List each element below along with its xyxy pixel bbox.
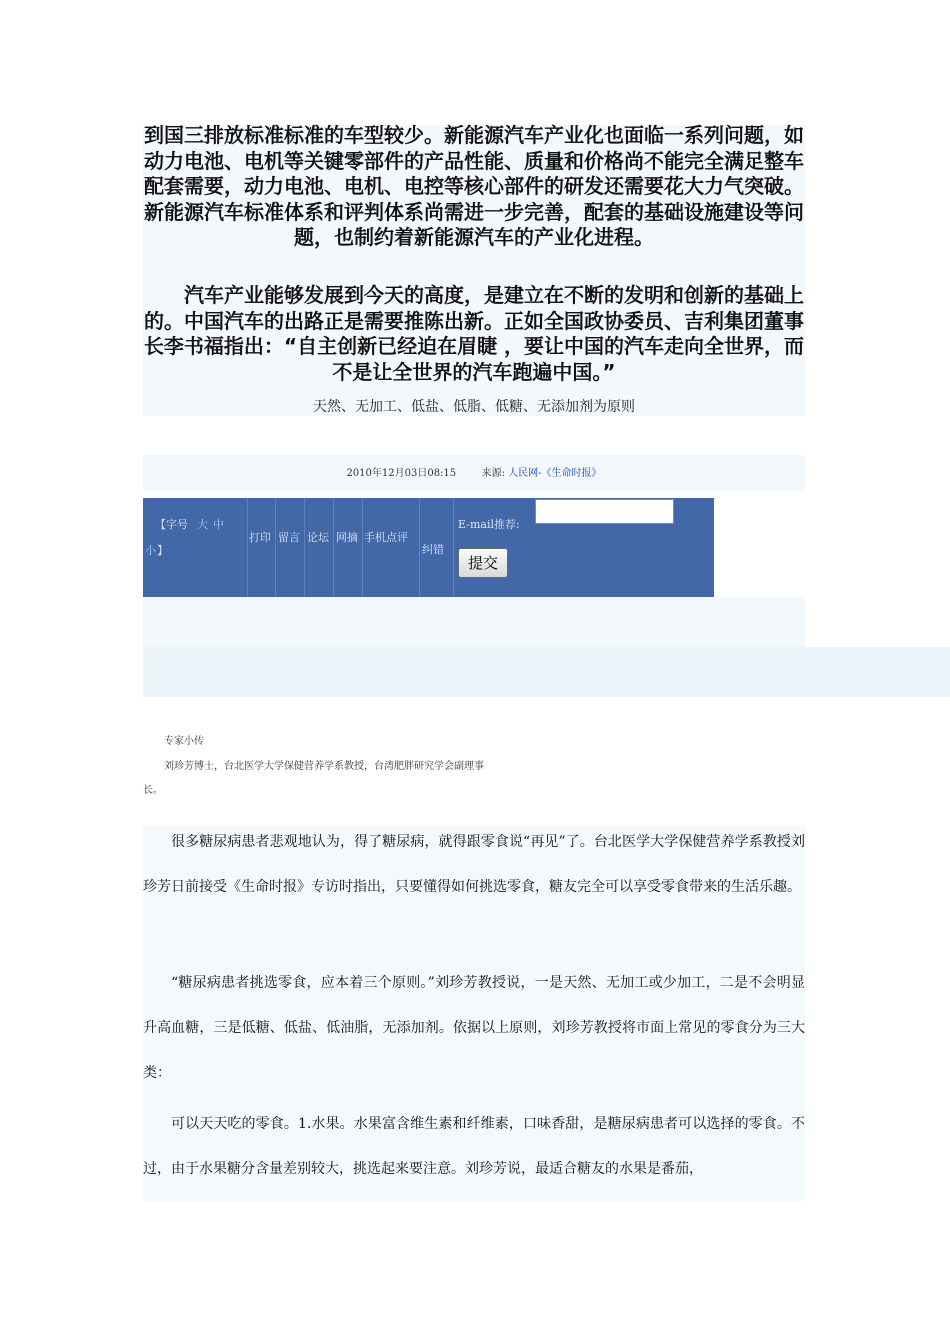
font-size-medium-link[interactable]: 中 (213, 518, 224, 531)
article-paragraph-2: 汽车产业能够发展到今天的高度，是建立在不断的发明和创新的基础上的。中国汽车的出路正是需要推陈出新。正如全国政协委员、吉利集团董事长李书福指出：“自主创新已经迫在眉睫 ，要让中国的汽车走向全世界，而不是让全世界的汽车跑遍中国。” (143, 283, 805, 384)
article-paragraph-1: 到国三排放标准标准的车型较少。新能源汽车产业化也面临一系列问题，如动力电池、电机等关键零部件的产品性能、质量和价格尚不能完全满足整车配套需要，动力电池、电机、电控等核心部件的研发还需要花大力气突破。新能源汽车标准体系和评判体系尚需进一步完善，配套的基础设施建设等问题，也制约着新能源汽车的产业化进程。 (144, 123, 804, 250)
toolbar-divider (333, 498, 334, 597)
font-size-small-link[interactable]: 小 (145, 544, 156, 557)
toolbar-divider (453, 498, 454, 597)
message-link[interactable]: 留言 (278, 531, 300, 544)
bio-text-tail: 长。 (143, 785, 163, 796)
correction-link[interactable]: 纠错 (422, 543, 444, 556)
spacer-panel-wide (143, 647, 950, 697)
toolbar-divider (362, 498, 363, 597)
body-paragraph-3: 可以天天吃的零食。1.水果。水果富含维生素和纤维素，口味香甜，是糖尿病患者可以选择的零食。不过，由于水果糖分含量差别较大，挑选起来要注意。刘珍芳说，最适合糖友的水果是番茄， (143, 1116, 805, 1177)
print-link[interactable]: 打印 (249, 531, 271, 544)
font-size-label: 【字号 (155, 518, 188, 531)
publish-date: 2010年12月03日08:15 (346, 468, 457, 479)
toolbar-divider (275, 498, 276, 597)
article-subtitle: 天然、无加工、低盐、低脂、低糖、无添加剂为原则 (313, 399, 635, 415)
font-size-large-link[interactable]: 大 (197, 518, 208, 531)
body-paragraph-1: 很多糖尿病患者悲观地认为，得了糖尿病，就得跟零食说“再见”了。台北医学大学保健营养学系教授刘珍芳日前接受《生命时报》专访时指出，只要懂得如何挑选零食，糖友完全可以享受零食带来的生活乐趣。 (143, 834, 805, 895)
toolbar-divider (419, 498, 420, 597)
email-label: E-mail推荐: (458, 518, 520, 531)
bio-title: 专家小传 (164, 736, 204, 747)
toolbar-divider (247, 498, 248, 597)
spacer-panel (143, 597, 805, 647)
source-label: 来源: (481, 468, 505, 479)
forum-link[interactable]: 论坛 (307, 531, 329, 544)
bio-text: 刘珍芳博士，台北医学大学保健营养学系教授，台湾肥胖研究学会副理事 (164, 761, 484, 772)
article-toolbar (143, 498, 714, 597)
font-size-close: 】 (157, 544, 168, 557)
mobile-comment-link[interactable]: 手机点评 (364, 531, 408, 544)
email-field[interactable] (535, 499, 674, 524)
submit-button[interactable]: 提交 (458, 548, 508, 578)
body-paragraph-2: “糖尿病患者挑选零食，应本着三个原则。”刘珍芳教授说，一是天然、无加工或少加工，二是不会明显升高血糖，三是低糖、低盐、低油脂，无添加剂。依据以上原则，刘珍芳教授将市面上常见的零食分为三大类： (143, 975, 805, 1081)
toolbar-divider (304, 498, 305, 597)
source-link[interactable]: 人民网-《生命时报》 (508, 468, 602, 479)
dateline (143, 464, 805, 479)
bookmark-link[interactable]: 网摘 (336, 531, 358, 544)
